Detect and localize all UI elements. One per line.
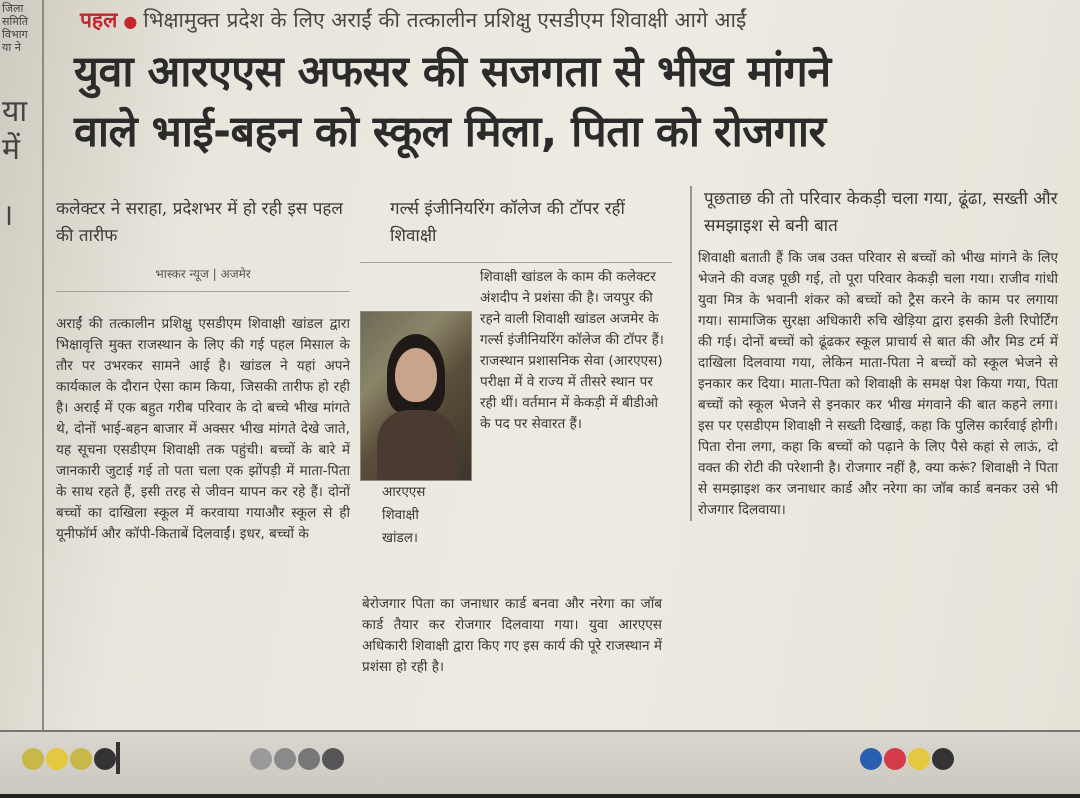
- kicker-text: भिक्षामुक्त प्रदेश के लिए अराईं की तत्कालीन प्रशिक्षु एसडीएम शिवाक्षी आगे आईं: [143, 8, 747, 32]
- color-register-dots-middle: [250, 748, 344, 772]
- register-dot: [322, 748, 344, 770]
- register-dot: [46, 748, 68, 770]
- fragment-big: ।: [2, 198, 14, 233]
- fragment-big: या: [2, 94, 28, 129]
- register-dot: [884, 748, 906, 770]
- register-dot: [908, 748, 930, 770]
- fragment-line: जिला: [2, 2, 24, 15]
- column-3: [690, 186, 1058, 521]
- bottom-rule: [0, 794, 1080, 798]
- column-1: [56, 196, 350, 545]
- page-bottom-strip: [0, 730, 1080, 798]
- kicker-line: [80, 6, 1070, 34]
- photo-label: आरएएस शिवाक्षी खांडल।: [382, 484, 426, 546]
- headline-line-1: युवा आरएएस अफसर की सजगता से भीख मांगने: [74, 47, 831, 97]
- column-3-body: शिवाक्षी बताती हैं कि जब उक्त परिवार से बच्चों को भीख मांगने के लिए भेजने की वजह पूछी गई, तो पूरा परिवार केकड़ी चला गया। राजीव गांधी युवा मित्र के भवानी शंकर को बच्चों को ट्रैस करने के काम पर लगाया गया। सामाजिक सुरक्षा अधिकारी रुचि खेड़िया द्वारा इसकी डेली रिपोर्टिंग की गई। दोनों बच्चों को ढूंढकर स्कूल प्राचार्य से बात की और मिड टर्म में दाखिला दिलवाया गया, लेकिन माता-पिता ने बच्चों को स्कूल भेजने से इनकार कर दिया। माता-पिता को शिवाक्षी के समक्ष पेश किया गया, पिता बच्चों को स्कूल भेजने से इनकार कर भीख मंगवाने की बात कहने लगा। इस पर एसडीएम शिवाक्षी ने सख्ती दिखाई, कहा कि पुलिस कार्रवाई होगी। पिता रोना लगा, कहा कि बच्चों को पढ़ाने के लिए पैसे कहां से लाऊं, दो वक्त की रोटी की परेशानी है। रोजगार नहीं है, क्या करूं? शिवाक्षी ने पिता से समझाइश कर जनाधार कार्ड और नरेगा का जॉब कार्ड बनकर उसे भी रोजगार दिलवाया।: [698, 250, 1058, 518]
- column-3-subhead: पूछताछ की तो परिवार केकड़ी चला गया, ढूंढा, सख्ती और समझाइश से बनी बात: [704, 189, 1058, 236]
- register-dot: [94, 748, 116, 770]
- byline: भास्कर न्यूज | अजमेर: [56, 264, 350, 292]
- bullet-icon: ●: [123, 12, 138, 31]
- headline-line-2: वाले भाई-बहन को स्कूल मिला, पिता को रोजगार: [74, 107, 826, 157]
- register-dot: [22, 748, 44, 770]
- register-dot: [932, 748, 954, 770]
- register-dot: [860, 748, 882, 770]
- kicker-tag: पहल: [80, 7, 118, 32]
- adjacent-column-fragment: [0, 0, 44, 798]
- photo-caption-box: [360, 262, 672, 546]
- register-dot: [70, 748, 92, 770]
- portrait-photo: [360, 311, 472, 481]
- photo-block: [360, 267, 470, 550]
- fragment-big: में: [2, 132, 20, 167]
- column-2-body: बेरोजगार पिता का जनाधार कार्ड बनवा और नरेगा का जॉब कार्ड तैयार कर रोजगार दिलवाया गया। युवा आरएएस अधिकारी शिवाक्षी द्वारा किए गए इस कार्य की पूरे राजस्थान में प्रशंसा हो रही है।: [362, 596, 662, 675]
- column-1-body: अराईं की तत्कालीन प्रशिक्षु एसडीएम शिवाक्षी खांडल द्वारा भिक्षावृत्ति मुक्त राजस्थान के लिए की गई पहल मिसाल के तौर पर उभरकर सामने आई है। खांडल ने यहां अपने कार्यकाल के दौरान ऐसा काम किया, जिसकी तारीफ हो रही है। अराईं में एक बहुत गरीब परिवार के दो बच्चे भीख मांगते थे, दोनों भाई-बहन बाजार में अक्सर भीख मांगते देखे जाते, यह सूचना एसडीएम शिवाक्षी तक पहुंची। बच्चों के बारे में जानकारी जुटाई गई तो पता चला एक झोंपड़ी में माता-पिता के साथ रहते हैं, इसी तरह से जीवन यापन कर रहे हैं। दोनों बच्चों का दाखिला स्कूल में करवाया गयाऔर स्कूल से ही यूनीफॉर्म और कॉपी-किताबें दिलवाईं। इधर, बच्चों के: [56, 316, 350, 542]
- column-2: [360, 196, 672, 675]
- register-dot: [274, 748, 296, 770]
- fragment-line: समिति: [2, 15, 28, 28]
- color-register-dots-right: [860, 748, 954, 772]
- headline: [74, 42, 1054, 162]
- register-dot: [298, 748, 320, 770]
- fragment-line: या ने: [2, 41, 21, 54]
- column-1-subhead: कलेक्टर ने सराहा, प्रदेशभर में हो रही इस पहल की तारीफ: [56, 199, 343, 246]
- column-2-subhead: गर्ल्स इंजीनियरिंग कॉलेज की टॉपर रहीं शिवाक्षी: [390, 199, 625, 246]
- color-register-dots-left: [22, 748, 116, 772]
- register-mark: [116, 742, 120, 774]
- photo-caption-text: शिवाक्षी खांडल के काम की कलेक्टर अंशदीप ने प्रशंसा की है। जयपुर की रहने वाली शिवाक्षी खांडल अजमेर के गर्ल्स इंजीनियरिंग कॉलेज की टॉपर हैं। राजस्थान प्रशासनिक सेवा (आरएएस) परीक्षा में वे राज्य में तीसरे स्थान पर रही थीं। वर्तमान में केकड़ी में बीडीओ के पद पर सेवारत हैं।: [480, 269, 664, 432]
- fragment-line: विभाग: [2, 28, 28, 41]
- register-dot: [250, 748, 272, 770]
